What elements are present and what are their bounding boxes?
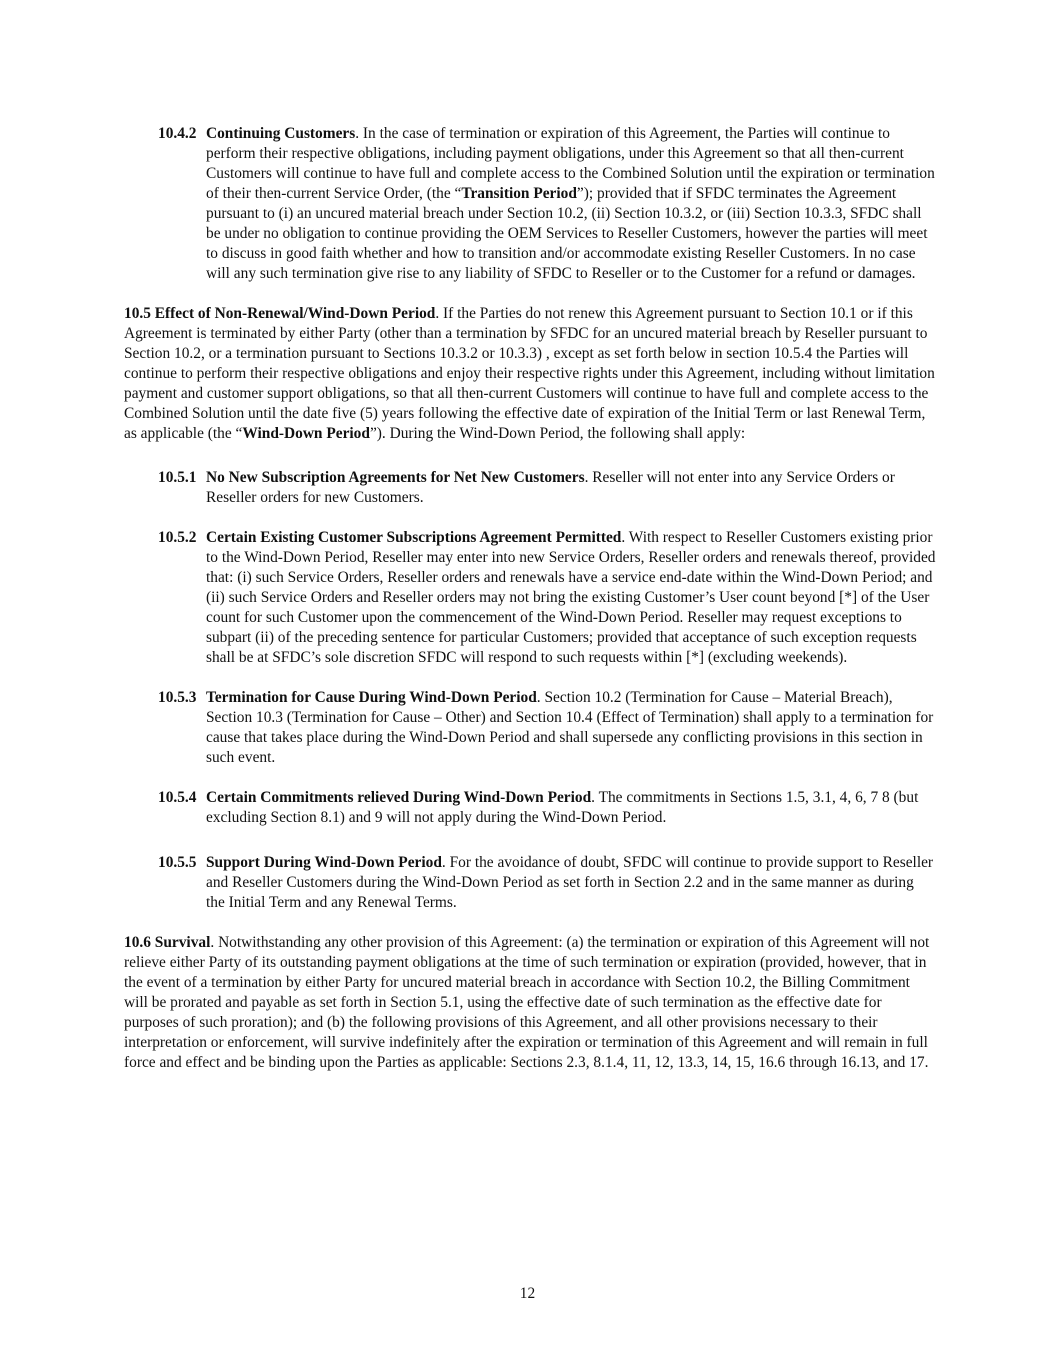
section-heading: Certain Commitments relieved During Wind-Down Period bbox=[206, 789, 592, 806]
section-10-5 bbox=[124, 304, 936, 444]
section-text: . In the case of termination or expiration of this Agreement, the Parties will continue to perform their respective obligations, including payment obligations, under this Agreement so that all then-current Customers will continue to have full and complete access to the Combined Solution until the expiration or termination of their then-current Service Order, (the “ bbox=[206, 125, 935, 202]
section-10-5-4 bbox=[158, 788, 936, 828]
section-text: . For the avoidance of doubt, SFDC will continue to provide support to Reseller and Reseller Customers during the Wind-Down Period as set forth in Section 2.2 and in the same manner as during the Initial Term and any Renewal Terms. bbox=[206, 854, 934, 911]
section-heading: Termination for Cause During Wind-Down Period bbox=[206, 689, 537, 706]
section-text: . If the Parties do not renew this Agreement pursuant to Section 10.1 or if this Agreement is terminated by either Party (other than a termination by SFDC for an uncured material breach by Reseller pursuant to Section 10.2, or a termination pursuant to Sections 10.3.2 or 10.3.3) , except as set forth below in section 10.5.4 the Parties will continue to perform their respective obligations and enjoy their respective rights under this Agreement, including without limitation payment and customer support obligations, so that all then-current Customers will continue to have full and complete access to the Combined Solution until the date five (5) years following the effective date of expiration of the Initial Term or last Renewal Term, as applicable (the “ bbox=[124, 305, 935, 442]
section-text: . Reseller will not enter into any Service Orders or Reseller orders for new Customers. bbox=[206, 469, 895, 506]
section-number: 10.4.2 bbox=[158, 125, 197, 142]
page-number: 12 bbox=[519, 1285, 536, 1302]
section-body bbox=[206, 853, 936, 913]
section-heading: Continuing Customers bbox=[206, 125, 356, 142]
section-number: 10.5.4 bbox=[158, 789, 197, 806]
section-heading: 10.6 Survival bbox=[124, 934, 211, 951]
section-10-5-2 bbox=[158, 528, 936, 668]
section-text: . The commitments in Sections 1.5, 3.1, 4, 6, 7 8 (but excluding Section 8.1) and 9 will not apply during the Wind-Down Period. bbox=[206, 789, 919, 826]
section-text: . Section 10.2 (Termination for Cause – Material Breach), Section 10.3 (Termination for Cause – Other) and Section 10.4 (Effect of Termination) shall apply to a termination for cause that takes place during the Wind-Down Period and shall supersede any conflicting provisions in this section in such event. bbox=[206, 689, 934, 766]
defined-term: Wind-Down Period bbox=[242, 425, 370, 442]
section-text: ”). During the Wind-Down Period, the following shall apply: bbox=[369, 425, 746, 442]
defined-term: Transition Period bbox=[461, 185, 577, 202]
section-text: ”); provided that if SFDC terminates the Agreement pursuant to (i) an uncured material breach under Section 10.2, (ii) Section 10.3.2, or (iii) Section 10.3.3, SFDC shall be under no obligation to continue providing the OEM Services to Reseller Customers, however the parties will meet to discuss in good faith whether and how to transition and/or accommodate existing Reseller Customers. In no case will any such termination give rise to any liability of SFDC to Reseller or to the Customer for a refund or damages. bbox=[206, 185, 928, 282]
section-number: 10.5.2 bbox=[158, 529, 197, 546]
section-body bbox=[206, 688, 936, 768]
section-10-5-1 bbox=[158, 468, 936, 508]
section-heading: No New Subscription Agreements for Net New Customers bbox=[206, 469, 585, 486]
section-body bbox=[206, 468, 936, 508]
section-10-4-2 bbox=[158, 124, 936, 284]
section-body bbox=[206, 528, 936, 668]
section-text: . Notwithstanding any other provision of this Agreement: (a) the termination or expiration of this Agreement will not relieve either Party of its outstanding payment obligations at the time of such termination or expiration (provided, however, that in the event of a termination by either Party for uncured material breach in accordance with Section 10.2, the Billing Commitment will be prorated and payable as set forth in Section 5.1, using the effective date of such termination as the effective date for purposes of such proration); and (b) the following provisions of this Agreement, and all other provisions necessary to their interpretation or enforcement, will survive indefinitely after the expiration or termination of this Agreement and will remain in full force and effect and be binding upon the Parties as applicable: Sections 2.3, 8.1.4, 11, 12, 13.3, 14, 15, 16.6 through 16.13, and 17. bbox=[124, 934, 930, 1071]
section-heading: 10.5 Effect of Non-Renewal/Wind-Down Period bbox=[124, 305, 436, 322]
section-number: 10.5.5 bbox=[158, 854, 197, 871]
section-number: 10.5.1 bbox=[158, 469, 197, 486]
document-page bbox=[124, 124, 936, 1073]
section-10-5-3 bbox=[158, 688, 936, 768]
section-number: 10.5.3 bbox=[158, 689, 197, 706]
section-body bbox=[206, 124, 936, 284]
section-10-5-5 bbox=[158, 853, 936, 913]
section-heading: Certain Existing Customer Subscriptions Agreement Permitted bbox=[206, 529, 622, 546]
section-body bbox=[206, 788, 936, 828]
section-10-6 bbox=[124, 933, 936, 1073]
section-text: . With respect to Reseller Customers existing prior to the Wind-Down Period, Reseller may enter into new Service Orders, Reseller orders and renewals thereof, provided that: (i) such Service Orders, Reseller orders and renewals have a service end-date within the Wind-Down Period; and (ii) such Service Orders and Reseller orders may not bring the existing Customer’s User count beyond [*] of the User count for such Customer upon the commencement of the Wind-Down Period. Reseller may request exceptions to subpart (ii) of the preceding sentence for particular Customers; provided that acceptance of such exception requests shall be at SFDC’s sole discretion SFDC will respond to such requests within [*] (excluding weekends). bbox=[206, 529, 936, 666]
section-heading: Support During Wind-Down Period bbox=[206, 854, 442, 871]
